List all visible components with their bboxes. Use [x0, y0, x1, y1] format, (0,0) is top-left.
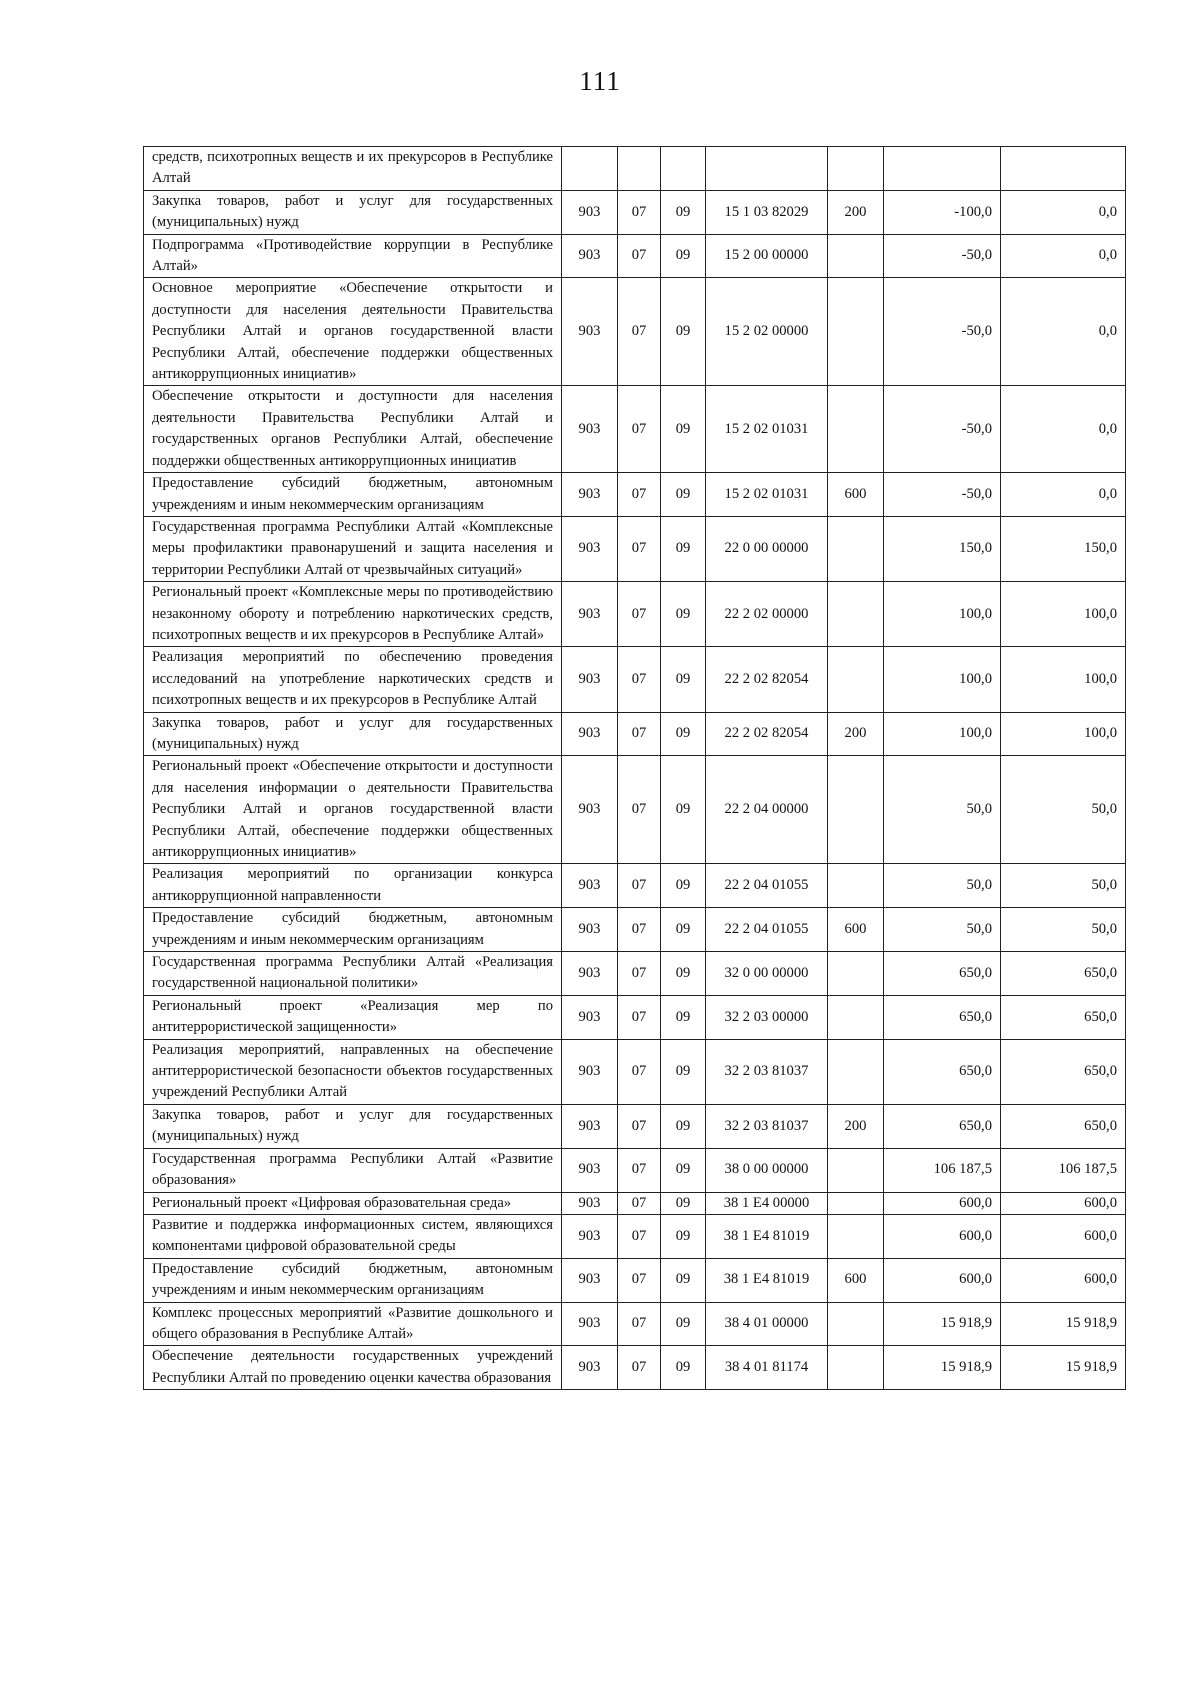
expense-type-cell	[828, 582, 884, 647]
amount-1-cell: 150,0	[884, 516, 1001, 581]
target-article-cell: 38 1 E4 81019	[706, 1258, 828, 1302]
target-article-cell: 15 2 02 01031	[706, 386, 828, 473]
subsection-cell: 09	[661, 1039, 706, 1104]
expense-type-cell	[828, 995, 884, 1039]
target-article-cell: 22 2 04 00000	[706, 756, 828, 864]
target-article-cell: 15 2 02 01031	[706, 473, 828, 517]
section-cell: 07	[618, 1039, 661, 1104]
expense-type-cell	[828, 647, 884, 712]
target-article-cell: 32 2 03 81037	[706, 1039, 828, 1104]
target-article-cell: 22 2 04 01055	[706, 864, 828, 908]
admin-code-cell: 903	[562, 995, 618, 1039]
target-article-cell: 22 0 00 00000	[706, 516, 828, 581]
expense-type-cell: 600	[828, 908, 884, 952]
amount-1-cell: -50,0	[884, 473, 1001, 517]
row-name-cell: Региональный проект «Реализация мер по антитеррористической защищенности»	[144, 995, 562, 1039]
amount-2-cell: 650,0	[1001, 1104, 1126, 1148]
target-article-cell: 38 1 E4 00000	[706, 1192, 828, 1214]
amount-2-cell: 15 918,9	[1001, 1346, 1126, 1390]
table-row	[144, 234, 1126, 278]
expense-type-cell	[828, 1039, 884, 1104]
subsection-cell: 09	[661, 647, 706, 712]
amount-1-cell: 50,0	[884, 908, 1001, 952]
admin-code-cell: 903	[562, 516, 618, 581]
row-name-cell: Обеспечение деятельности государственных учреждений Республики Алтай по проведению оценки качества образования	[144, 1346, 562, 1390]
page-number: 111	[579, 66, 621, 96]
section-cell: 07	[618, 1192, 661, 1214]
amount-2-cell: 0,0	[1001, 190, 1126, 234]
amount-1-cell	[884, 147, 1001, 191]
amount-1-cell: 100,0	[884, 582, 1001, 647]
target-article-cell: 22 2 02 82054	[706, 647, 828, 712]
subsection-cell: 09	[661, 190, 706, 234]
subsection-cell: 09	[661, 908, 706, 952]
subsection-cell: 09	[661, 473, 706, 517]
table-row	[144, 712, 1126, 756]
row-name-cell: Обеспечение открытости и доступности для населения деятельности Правительства Республики Алтай и государственных органов Республики Алтай, обеспечение поддержки общественных антикоррупционных инициатив	[144, 386, 562, 473]
target-article-cell: 38 4 01 81174	[706, 1346, 828, 1390]
row-name-cell: Государственная программа Республики Алтай «Развитие образования»	[144, 1148, 562, 1192]
admin-code-cell	[562, 147, 618, 191]
amount-1-cell: 600,0	[884, 1258, 1001, 1302]
amount-1-cell: 50,0	[884, 864, 1001, 908]
subsection-cell: 09	[661, 1302, 706, 1346]
row-name-cell: Закупка товаров, работ и услуг для государственных (муниципальных) нужд	[144, 1104, 562, 1148]
expense-type-cell: 200	[828, 190, 884, 234]
admin-code-cell: 903	[562, 647, 618, 712]
amount-2-cell: 0,0	[1001, 278, 1126, 386]
target-article-cell: 32 2 03 00000	[706, 995, 828, 1039]
expense-type-cell	[828, 864, 884, 908]
amount-1-cell: -50,0	[884, 234, 1001, 278]
subsection-cell: 09	[661, 278, 706, 386]
section-cell: 07	[618, 1104, 661, 1148]
target-article-cell: 15 1 03 82029	[706, 190, 828, 234]
row-name-cell: Предоставление субсидий бюджетным, автономным учреждениям и иным некоммерческим организациям	[144, 908, 562, 952]
expense-type-cell	[828, 1192, 884, 1214]
row-name-cell: Реализация мероприятий, направленных на обеспечение антитеррористической безопасности объектов государственных учреждений Республики Алтай	[144, 1039, 562, 1104]
subsection-cell: 09	[661, 1258, 706, 1302]
amount-1-cell: -50,0	[884, 278, 1001, 386]
subsection-cell: 09	[661, 1192, 706, 1214]
amount-1-cell: 15 918,9	[884, 1302, 1001, 1346]
amount-2-cell: 100,0	[1001, 712, 1126, 756]
subsection-cell: 09	[661, 712, 706, 756]
row-name-cell: Закупка товаров, работ и услуг для государственных (муниципальных) нужд	[144, 712, 562, 756]
amount-2-cell: 100,0	[1001, 647, 1126, 712]
admin-code-cell: 903	[562, 278, 618, 386]
section-cell: 07	[618, 190, 661, 234]
subsection-cell: 09	[661, 516, 706, 581]
amount-2-cell: 0,0	[1001, 473, 1126, 517]
section-cell: 07	[618, 1346, 661, 1390]
subsection-cell	[661, 147, 706, 191]
amount-2-cell: 650,0	[1001, 995, 1126, 1039]
subsection-cell: 09	[661, 582, 706, 647]
row-name-cell: Региональный проект «Обеспечение открытости и доступности для населения информации о деятельности Правительства Республики Алтай и органов государственной власти Республики Алтай, обеспечение поддержки общественных антикоррупционных инициатив»	[144, 756, 562, 864]
expense-type-cell	[828, 147, 884, 191]
row-name-cell: Региональный проект «Цифровая образовательная среда»	[144, 1192, 562, 1214]
table-row	[144, 1039, 1126, 1104]
table-row	[144, 1148, 1126, 1192]
subsection-cell: 09	[661, 1148, 706, 1192]
target-article-cell: 15 2 02 00000	[706, 278, 828, 386]
row-name-cell: Комплекс процессных мероприятий «Развитие дошкольного и общего образования в Республике Алтай»	[144, 1302, 562, 1346]
section-cell: 07	[618, 1258, 661, 1302]
amount-1-cell: 650,0	[884, 1039, 1001, 1104]
subsection-cell: 09	[661, 864, 706, 908]
table-row	[144, 1302, 1126, 1346]
amount-1-cell: 100,0	[884, 647, 1001, 712]
row-name-cell: Закупка товаров, работ и услуг для государственных (муниципальных) нужд	[144, 190, 562, 234]
amount-2-cell: 150,0	[1001, 516, 1126, 581]
target-article-cell: 38 4 01 00000	[706, 1302, 828, 1346]
admin-code-cell: 903	[562, 386, 618, 473]
admin-code-cell: 903	[562, 1258, 618, 1302]
row-name-cell: Реализация мероприятий по обеспечению проведения исследований на употребление наркотических средств и психотропных веществ и их прекурсоров в Республике Алтай	[144, 647, 562, 712]
section-cell: 07	[618, 908, 661, 952]
target-article-cell: 22 2 02 82054	[706, 712, 828, 756]
expense-type-cell	[828, 1214, 884, 1258]
amount-1-cell: 650,0	[884, 995, 1001, 1039]
table-row	[144, 756, 1126, 864]
amount-2-cell: 600,0	[1001, 1214, 1126, 1258]
table-row	[144, 647, 1126, 712]
admin-code-cell: 903	[562, 1346, 618, 1390]
expense-type-cell	[828, 386, 884, 473]
table-row	[144, 995, 1126, 1039]
table-row	[144, 952, 1126, 996]
expense-type-cell: 200	[828, 1104, 884, 1148]
section-cell: 07	[618, 1302, 661, 1346]
section-cell: 07	[618, 995, 661, 1039]
subsection-cell: 09	[661, 1214, 706, 1258]
section-cell: 07	[618, 386, 661, 473]
amount-2-cell: 15 918,9	[1001, 1302, 1126, 1346]
amount-1-cell: 600,0	[884, 1192, 1001, 1214]
amount-2-cell: 0,0	[1001, 386, 1126, 473]
amount-2-cell	[1001, 147, 1126, 191]
section-cell: 07	[618, 278, 661, 386]
table-row	[144, 1192, 1126, 1214]
admin-code-cell: 903	[562, 473, 618, 517]
expense-type-cell: 200	[828, 712, 884, 756]
subsection-cell: 09	[661, 1104, 706, 1148]
amount-1-cell: 50,0	[884, 756, 1001, 864]
table-row	[144, 582, 1126, 647]
subsection-cell: 09	[661, 1346, 706, 1390]
amount-2-cell: 600,0	[1001, 1192, 1126, 1214]
expense-type-cell	[828, 278, 884, 386]
expense-type-cell	[828, 234, 884, 278]
subsection-cell: 09	[661, 386, 706, 473]
row-name-cell: Развитие и поддержка информационных систем, являющихся компонентами цифровой образовательной среды	[144, 1214, 562, 1258]
subsection-cell: 09	[661, 995, 706, 1039]
section-cell: 07	[618, 952, 661, 996]
row-name-cell: Реализация мероприятий по организации конкурса антикоррупционной направленности	[144, 864, 562, 908]
admin-code-cell: 903	[562, 756, 618, 864]
section-cell: 07	[618, 516, 661, 581]
row-name-cell: Государственная программа Республики Алтай «Реализация государственной национальной политики»	[144, 952, 562, 996]
amount-2-cell: 50,0	[1001, 756, 1126, 864]
section-cell: 07	[618, 473, 661, 517]
section-cell	[618, 147, 661, 191]
amount-1-cell: 600,0	[884, 1214, 1001, 1258]
subsection-cell: 09	[661, 234, 706, 278]
table-row	[144, 1346, 1126, 1390]
table-row	[144, 1104, 1126, 1148]
budget-table	[143, 146, 1126, 1390]
admin-code-cell: 903	[562, 908, 618, 952]
expense-type-cell	[828, 1346, 884, 1390]
target-article-cell: 38 1 E4 81019	[706, 1214, 828, 1258]
target-article-cell	[706, 147, 828, 191]
subsection-cell: 09	[661, 756, 706, 864]
section-cell: 07	[618, 712, 661, 756]
section-cell: 07	[618, 1214, 661, 1258]
section-cell: 07	[618, 647, 661, 712]
row-name-cell: Подпрограмма «Противодействие коррупции в Республике Алтай»	[144, 234, 562, 278]
table-row	[144, 190, 1126, 234]
target-article-cell: 22 2 02 00000	[706, 582, 828, 647]
table-row	[144, 278, 1126, 386]
admin-code-cell: 903	[562, 1148, 618, 1192]
row-name-cell: Предоставление субсидий бюджетным, автономным учреждениям и иным некоммерческим организациям	[144, 1258, 562, 1302]
target-article-cell: 32 2 03 81037	[706, 1104, 828, 1148]
section-cell: 07	[618, 234, 661, 278]
table-row	[144, 908, 1126, 952]
admin-code-cell: 903	[562, 864, 618, 908]
row-name-cell: Региональный проект «Комплексные меры по противодействию незаконному обороту и потреблению наркотических средств, психотропных веществ и их прекурсоров в Республике Алтай»	[144, 582, 562, 647]
amount-2-cell: 650,0	[1001, 952, 1126, 996]
amount-1-cell: 650,0	[884, 1104, 1001, 1148]
amount-2-cell: 50,0	[1001, 864, 1126, 908]
amount-1-cell: 100,0	[884, 712, 1001, 756]
admin-code-cell: 903	[562, 190, 618, 234]
admin-code-cell: 903	[562, 1214, 618, 1258]
expense-type-cell	[828, 756, 884, 864]
amount-2-cell: 650,0	[1001, 1039, 1126, 1104]
section-cell: 07	[618, 756, 661, 864]
amount-2-cell: 600,0	[1001, 1258, 1126, 1302]
admin-code-cell: 903	[562, 1104, 618, 1148]
expense-type-cell	[828, 1148, 884, 1192]
subsection-cell: 09	[661, 952, 706, 996]
table-row	[144, 516, 1126, 581]
expense-type-cell	[828, 516, 884, 581]
row-name-cell: средств, психотропных веществ и их прекурсоров в Республике Алтай	[144, 147, 562, 191]
section-cell: 07	[618, 582, 661, 647]
amount-1-cell: 106 187,5	[884, 1148, 1001, 1192]
expense-type-cell	[828, 952, 884, 996]
amount-1-cell: -100,0	[884, 190, 1001, 234]
amount-1-cell: 15 918,9	[884, 1346, 1001, 1390]
amount-2-cell: 0,0	[1001, 234, 1126, 278]
admin-code-cell: 903	[562, 1192, 618, 1214]
table-body	[144, 147, 1126, 1390]
table-row	[144, 147, 1126, 191]
admin-code-cell: 903	[562, 582, 618, 647]
admin-code-cell: 903	[562, 712, 618, 756]
amount-1-cell: -50,0	[884, 386, 1001, 473]
table-row	[144, 864, 1126, 908]
target-article-cell: 32 0 00 00000	[706, 952, 828, 996]
target-article-cell: 22 2 04 01055	[706, 908, 828, 952]
target-article-cell: 38 0 00 00000	[706, 1148, 828, 1192]
admin-code-cell: 903	[562, 234, 618, 278]
row-name-cell: Предоставление субсидий бюджетным, автономным учреждениям и иным некоммерческим организациям	[144, 473, 562, 517]
amount-2-cell: 50,0	[1001, 908, 1126, 952]
table-row	[144, 386, 1126, 473]
expense-type-cell	[828, 1302, 884, 1346]
admin-code-cell: 903	[562, 1302, 618, 1346]
section-cell: 07	[618, 1148, 661, 1192]
expense-type-cell: 600	[828, 1258, 884, 1302]
expense-type-cell: 600	[828, 473, 884, 517]
table-row	[144, 1214, 1126, 1258]
section-cell: 07	[618, 864, 661, 908]
amount-2-cell: 100,0	[1001, 582, 1126, 647]
table-row	[144, 1258, 1126, 1302]
admin-code-cell: 903	[562, 952, 618, 996]
amount-1-cell: 650,0	[884, 952, 1001, 996]
row-name-cell: Основное мероприятие «Обеспечение открытости и доступности для населения деятельности Правительства Республики Алтай и органов государственной власти Республики Алтай, обеспечение поддержки общественных антикоррупционных инициатив»	[144, 278, 562, 386]
table-row	[144, 473, 1126, 517]
row-name-cell: Государственная программа Республики Алтай «Комплексные меры профилактики правонарушений и защита населения и территории Республики Алтай от чрезвычайных ситуаций»	[144, 516, 562, 581]
amount-2-cell: 106 187,5	[1001, 1148, 1126, 1192]
admin-code-cell: 903	[562, 1039, 618, 1104]
target-article-cell: 15 2 00 00000	[706, 234, 828, 278]
